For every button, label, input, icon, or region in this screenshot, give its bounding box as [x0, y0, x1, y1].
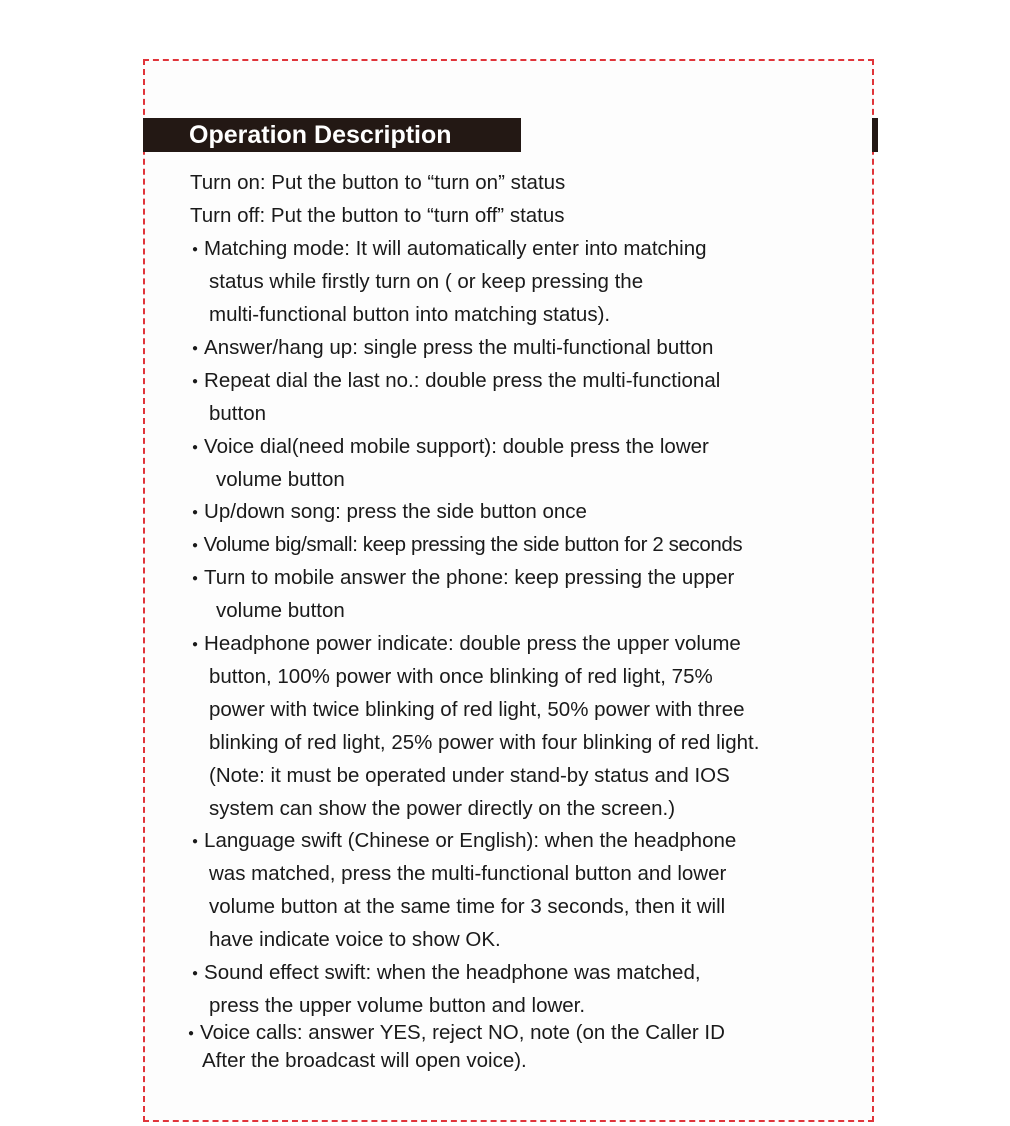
text-line-turn-off: Turn off: Put the button to “turn off” status: [190, 204, 565, 227]
bullet-matching-mode: [192, 237, 707, 262]
text-line-continuation: volume button at the same time for 3 seconds, then it will: [209, 895, 726, 918]
bullet-text: Matching mode: It will automatically enter into matching: [204, 237, 707, 260]
page-title: Operation Description: [189, 121, 452, 149]
text-line-continuation: button: [209, 402, 266, 425]
bullet-sound-effect: [192, 961, 701, 986]
bullet-text: Voice calls: answer YES, reject NO, note (on the Caller ID: [200, 1021, 725, 1044]
text-line-continuation: was matched, press the multi-functional button and lower: [209, 862, 727, 885]
bullet-language-swift: [192, 829, 736, 854]
bullet-volume: [192, 533, 742, 558]
title-bar-edge-mark: [872, 118, 878, 152]
title-bar: [143, 118, 521, 152]
text-line-continuation: have indicate voice to show OK.: [209, 928, 501, 951]
text-line-continuation: status while firstly turn on ( or keep pressing the: [209, 270, 644, 293]
bullet-text: Headphone power indicate: double press the upper volume: [204, 632, 741, 655]
bullet-answer-hang-up: [192, 336, 713, 361]
text-line-continuation: press the upper volume button and lower.: [209, 994, 586, 1017]
bullet-voice-dial: [192, 435, 709, 460]
bullet-turn-to-mobile: [192, 566, 734, 591]
text-line-continuation: volume button: [216, 468, 345, 491]
text-line-continuation: system can show the power directly on the screen.): [209, 797, 676, 820]
text-line-continuation: button, 100% power with once blinking of red light, 75%: [209, 665, 713, 688]
text-line-continuation: (Note: it must be operated under stand-by status and IOS: [209, 764, 730, 787]
text-line-continuation: blinking of red light, 25% power with four blinking of red light.: [209, 731, 760, 754]
bullet-text: Turn to mobile answer the phone: keep pressing the upper: [204, 566, 735, 589]
bullet-text: Language swift (Chinese or English): when the headphone: [204, 829, 737, 852]
bullet-text: Sound effect swift: when the headphone was matched,: [204, 961, 701, 984]
bullet-up-down-song: [192, 500, 587, 525]
bullet-power-indicate: [192, 632, 741, 657]
bullet-voice-calls: [188, 1021, 725, 1046]
text-line-continuation: power with twice blinking of red light, 50% power with three: [209, 698, 745, 721]
bullet-text: Up/down song: press the side button once: [204, 500, 587, 523]
text-line-continuation: volume button: [216, 599, 345, 622]
text-line-continuation: After the broadcast will open voice).: [202, 1049, 527, 1072]
bullet-text: Volume big/small: keep pressing the side button for 2 seconds: [203, 533, 743, 556]
text-line-turn-on: Turn on: Put the button to “turn on” status: [190, 171, 566, 194]
text-line-continuation: multi-functional button into matching status).: [209, 303, 611, 326]
bullet-text: Repeat dial the last no.: double press the multi-functional: [204, 369, 721, 392]
bullet-text: Voice dial(need mobile support): double press the lower: [204, 435, 709, 458]
bullet-repeat-dial: [192, 369, 720, 394]
bullet-text: Answer/hang up: single press the multi-functional button: [204, 336, 714, 359]
